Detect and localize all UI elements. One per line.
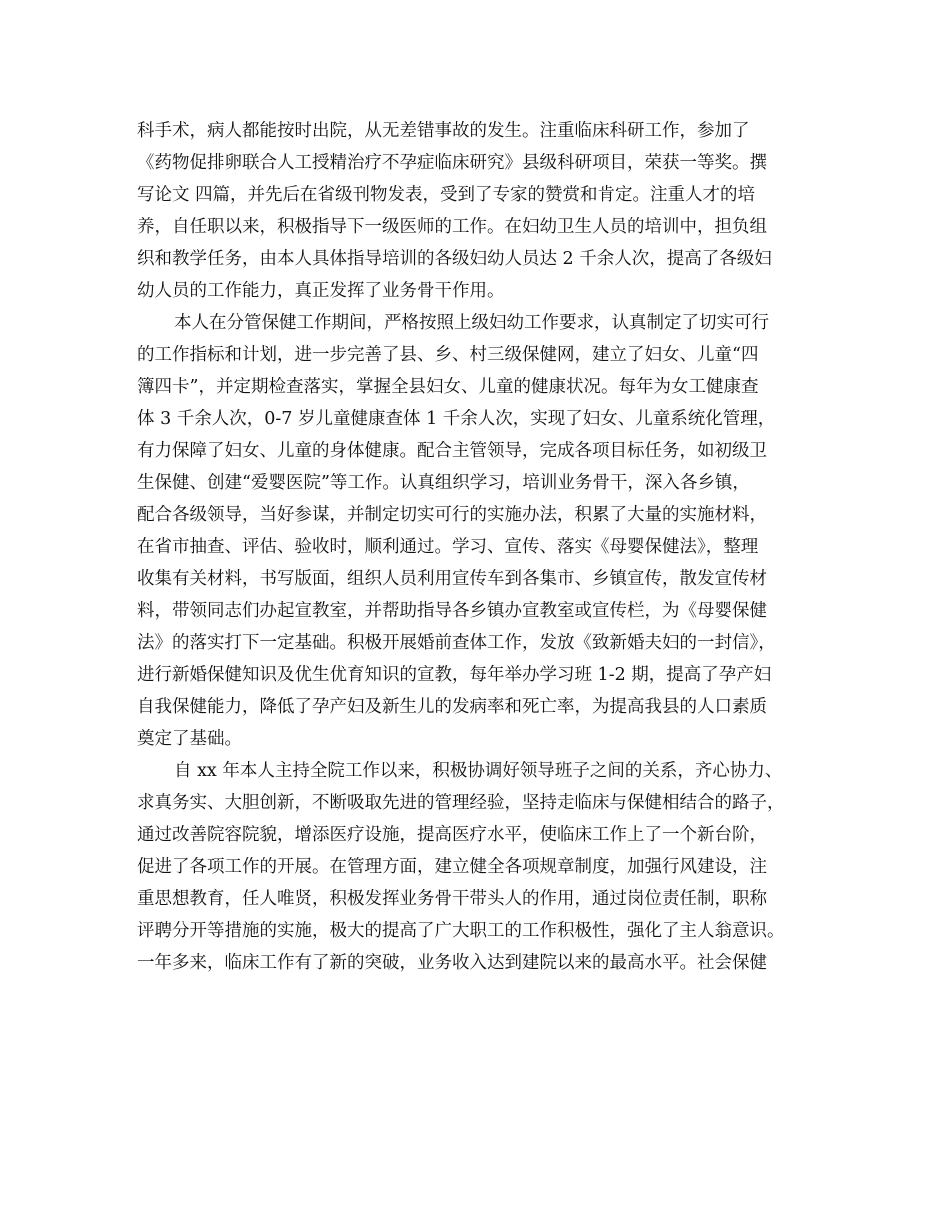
text-line: 奠定了基础。	[137, 729, 242, 749]
paragraph	[137, 307, 827, 755]
text-line: 科手术，病人都能按时出院，从无差错事故的发生。注重临床科研工作，参加了	[137, 121, 750, 141]
text-line: 本人在分管保健工作期间，严格按照上级妇幼工作要求，认真制定了切实可行	[174, 313, 769, 333]
text-line: 促进了各项工作的开展。在管理方面，建立健全各项规章制度，加强行风建设，注	[137, 857, 767, 877]
text-line: 一年多来，临床工作有了新的突破，业务收入达到建院以来的最高水平。社会保健	[137, 953, 767, 973]
text-line: 通过改善院容院貌，增添医疗设施，提高医疗水平，使临床工作上了一个新台阶，	[137, 825, 767, 845]
text-line: 有力保障了妇女、儿童的身体健康。配合主管领导，完成各项目标任务，如初级卫	[137, 441, 767, 461]
text-line: 写论文 四篇，并先后在省级刊物发表，受到了专家的赞赏和肯定。注重人才的培	[137, 185, 756, 205]
text-line: 生保健、创建“爱婴医院”等工作。认真组织学习，培训业务骨干，深入各乡镇，	[137, 473, 750, 493]
text-line: 自 xx 年本人主持全院工作以来，积极协调好领导班子之间的关系，齐心协力、	[174, 761, 783, 781]
text-line: 评聘分开等措施的实施，极大的提高了广大职工的工作积极性，强化了主人翁意识。	[137, 921, 785, 941]
text-line: 簿四卡”，并定期检查落实，掌握全县妇女、儿童的健康状况。每年为女工健康查	[137, 377, 759, 397]
paragraph	[137, 755, 827, 979]
text-line: 幼人员的工作能力，真正发挥了业务骨干作用。	[137, 281, 505, 301]
document-body	[137, 115, 827, 979]
text-line: 收集有关材料，书写版面，组织人员利用宣传车到各集市、乡镇宣传，散发宣传材	[137, 569, 767, 589]
text-line: 《药物促排卵联合人工授精治疗不孕症临床研究》县级科研项目，荣获一等奖。撰	[137, 153, 767, 173]
text-line: 配合各级领导，当好参谋，并制定切实可行的实施办法，积累了大量的实施材料，	[137, 505, 767, 525]
text-line: 在省市抽查、评估、验收时，顺利通过。学习、宣传、落实《母婴保健法》，整理	[137, 537, 759, 557]
paragraph	[137, 115, 827, 307]
text-line: 织和教学任务，由本人具体指导培训的各级妇幼人员达 2 千余人次，提高了各级妇	[137, 249, 772, 269]
text-line: 料，带领同志们办起宣教室，并帮助指导各乡镇办宣教室或宣传栏，为《母婴保健	[137, 601, 767, 621]
text-line: 体 3 千余人次，0-7 岁儿童健康查体 1 千余人次，实现了妇女、儿童系统化管理，	[137, 409, 776, 429]
text-line: 求真务实、大胆创新，不断吸取先进的管理经验，坚持走临床与保健相结合的路子，	[137, 793, 785, 813]
text-line: 养，自任职以来，积极指导下一级医师的工作。在妇幼卫生人员的培训中，担负组	[137, 217, 767, 237]
text-line: 自我保健能力，降低了孕产妇及新生儿的发病率和死亡率，为提高我县的人口素质	[137, 697, 767, 717]
text-line: 进行新婚保健知识及优生优育知识的宣教，每年举办学习班 1-2 期，提高了孕产妇	[137, 665, 772, 685]
text-line: 法》的落实打下一定基础。积极开展婚前查体工作，发放《致新婚夫妇的一封信》，	[137, 633, 776, 653]
text-line: 重思想教育，任人唯贤，积极发挥业务骨干带头人的作用，通过岗位责任制，职称	[137, 889, 767, 909]
text-line: 的工作指标和计划，进一步完善了县、乡、村三级保健网，建立了妇女、儿童“四	[137, 345, 759, 365]
